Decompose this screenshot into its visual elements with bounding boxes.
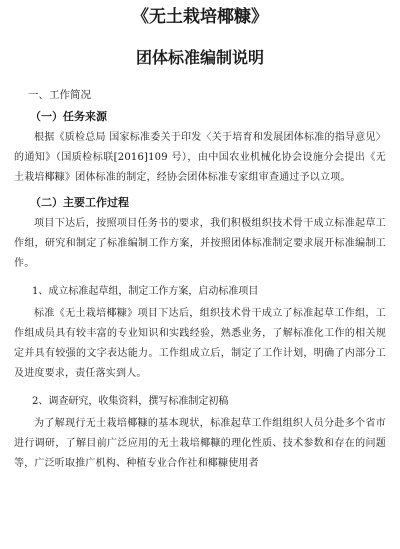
document-subtitle: 团体标准编制说明 bbox=[135, 48, 264, 67]
document-title: 《无土栽培椰糠》 bbox=[132, 7, 268, 27]
paragraph-establish-group: 标准《无土栽培椰糠》项目下达后，组织技术骨干成立了标准起草工作组，工作组成员具有较丰富的专业知识和实践经验，熟悉业务，了解标准化工作的相关规定并具有较强的文字表达能力。工作组成立后，制定了工作计划，明确了内部分工及进度要求，责任落实到人。 bbox=[14, 308, 386, 379]
paragraph-research: 为了解现行无土栽培椰糠的基本现状，标准起草工作组组织人员分赴多个省市进行调研，了解目前广泛应用的无土栽培椰糠的理化性质、技术参数和存在的问题等，广泛听取推广机构、种植专业合作社和椰糠使用者 bbox=[14, 418, 386, 469]
subsection-heading-task-source: （一）任务来源 bbox=[30, 110, 107, 123]
list-item-establish-group: 1、成立标准起草组，制定工作方案，启动标准项目 bbox=[32, 286, 259, 297]
subsection-heading-work-process: （二）主要工作过程 bbox=[30, 196, 129, 209]
section-heading-work-overview: 一、工作简况 bbox=[28, 89, 91, 101]
list-item-research: 2、调查研究，收集资料，撰写标准制定初稿 bbox=[32, 396, 229, 407]
paragraph-task-source: 根据《质检总局 国家标准委关于印发〈关于培育和发展团体标准的指导意见〉的通知》（国质检标联[2016]109 号），由中国农业机械化协会设施分会提出《无土栽培椰糠》团体标准的制定，经协会团体标准专家组审查通过予以立项。 bbox=[14, 132, 386, 183]
paragraph-work-process: 项目下达后，按照项目任务书的要求，我们积极组织技术骨干成立标准起草工作组，研究和制定了标准编制工作方案，并按照团体标准制定要求展开标准编制工作。 bbox=[14, 218, 386, 269]
